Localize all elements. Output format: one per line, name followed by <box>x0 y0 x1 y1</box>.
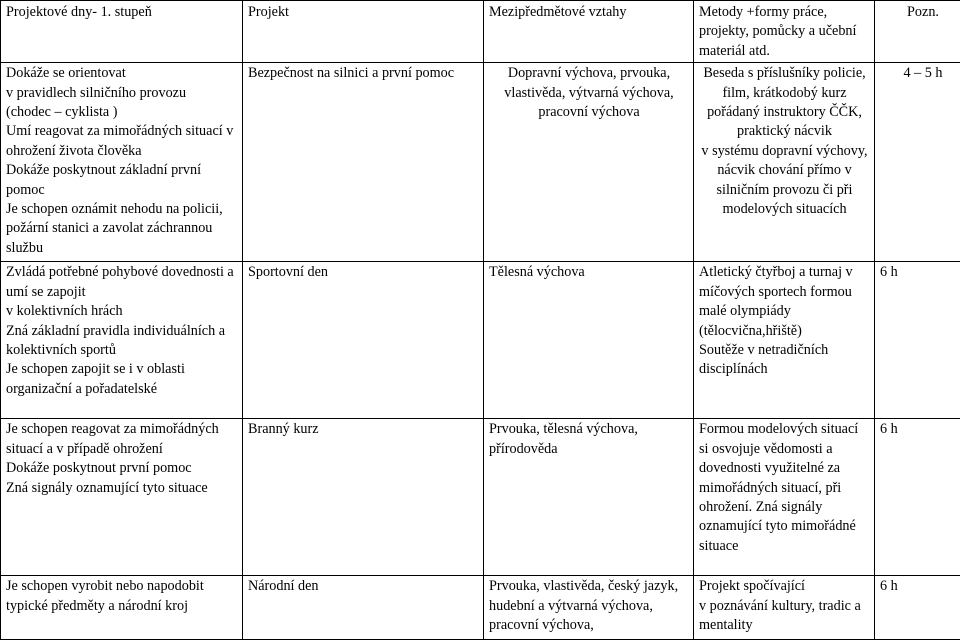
cell-relations: Tělesná výchova <box>484 262 694 419</box>
cell-competences: Dokáže se orientovat v pravidlech silničního provozu (chodec – cyklista ) Umí reagovat za mimořádných situací v ohrožení života člověka Dokáže poskytnout základní první pomoc Je schopen oznámit nehodu na policii, požární stanici a zavolat záchrannou službu <box>1 63 243 262</box>
cell-project: Národní den <box>243 576 484 639</box>
cell-competences: Zvládá potřebné pohybové dovednosti a umí se zapojit v kolektivních hrách Zná základní pravidla individuálních a kolektivních sportů Je schopen zapojit se i v oblasti organizační a pořadatelské <box>1 262 243 419</box>
header-relations: Mezipředmětové vztahy <box>484 1 694 63</box>
header-competences: Projektové dny- 1. stupeň <box>1 1 243 63</box>
cell-note: 6 h <box>875 576 960 639</box>
cell-competences: Je schopen reagovat za mimořádných situací a v případě ohrožení Dokáže poskytnout první pomoc Zná signály oznamující tyto situace <box>1 419 243 576</box>
cell-relations: Prvouka, tělesná výchova, přírodověda <box>484 419 694 576</box>
header-project: Projekt <box>243 1 484 63</box>
cell-methods: Beseda s příslušníky policie, film, krátkodobý kurz pořádaný instruktory ČČK, praktický nácvik v systému dopravní výchovy, nácvik chování přímo v silničním provozu či při modelových situacích <box>694 63 875 262</box>
table-row <box>1 63 960 262</box>
table-row <box>1 262 960 419</box>
table-row <box>1 419 960 576</box>
cell-methods: Formou modelových situací si osvojuje vědomosti a dovednosti využitelné za mimořádných situací, při ohrožení. Zná signály oznamující tyto mimořádné situace <box>694 419 875 576</box>
header-note: Pozn. <box>875 1 960 63</box>
cell-relations: Dopravní výchova, prvouka, vlastivěda, výtvarná výchova, pracovní výchova <box>484 63 694 262</box>
cell-methods: Projekt spočívající v poznávání kultury, tradic a mentality <box>694 576 875 639</box>
cell-project: Sportovní den <box>243 262 484 419</box>
cell-note: 6 h <box>875 419 960 576</box>
cell-relations: Prvouka, vlastivěda, český jazyk, hudební a výtvarná výchova, pracovní výchova, <box>484 576 694 639</box>
cell-methods: Atletický čtyřboj a turnaj v míčových sportech formou malé olympiády (tělocvična,hřiště) Soutěže v netradičních disciplínách <box>694 262 875 419</box>
table-header-row <box>1 1 960 63</box>
cell-project: Bezpečnost na silnici a první pomoc <box>243 63 484 262</box>
cell-project: Branný kurz <box>243 419 484 576</box>
cell-competences: Je schopen vyrobit nebo napodobit typické předměty a národní kroj <box>1 576 243 639</box>
cell-note: 4 – 5 h <box>875 63 960 262</box>
header-methods: Metody +formy práce, projekty, pomůcky a učební materiál atd. <box>694 1 875 63</box>
cell-note: 6 h <box>875 262 960 419</box>
table-row <box>1 576 960 639</box>
